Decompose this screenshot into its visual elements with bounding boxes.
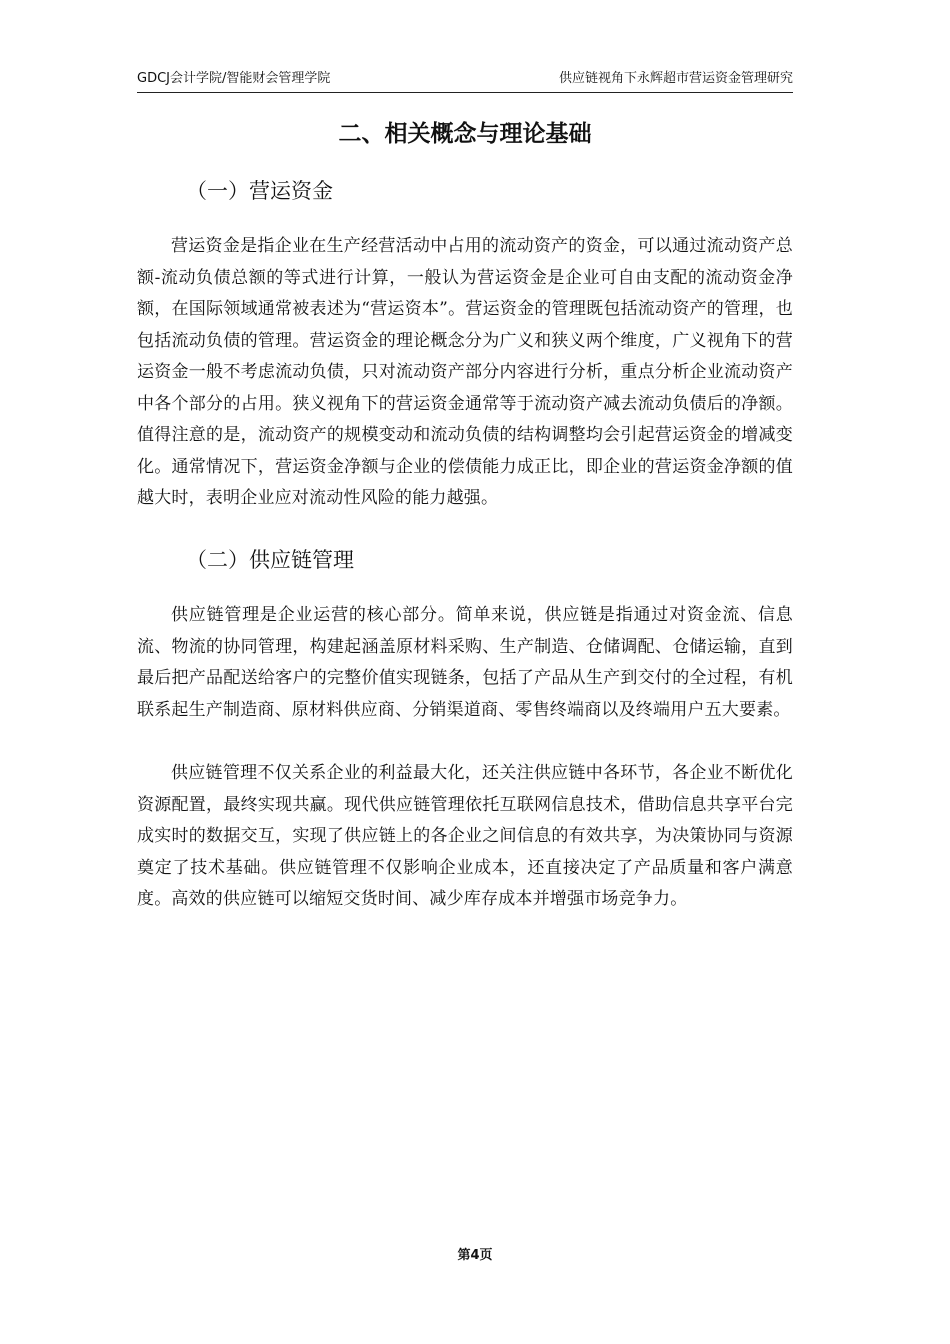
section-2-paragraph-2: 供应链管理不仅关系企业的利益最大化，还关注供应链中各环节，各企业不断优化资源配置，最终实现共赢。现代供应链管理依托互联网信息技术，借助信息共享平台完成实时的数据交互，实现了供应链上的各企业之间信息的有效共享，为决策协同与资源奠定了技术基础。供应链管理不仅影响企业成本，还直接决定了产品质量和客户满意度。高效的供应链可以缩短交货时间、减少库存成本并增强市场竞争力。 (137, 763, 793, 909)
header-right-text: 供应链视角下永辉超市营运资金管理研究 (558, 71, 793, 86)
chapter-title: 二、相关概念与理论基础 (338, 121, 592, 147)
page-number: 第4页 (457, 1248, 493, 1263)
section-1-paragraph-1: 营运资金是指企业在生产经营活动中占用的流动资产的资金，可以通过流动资产总额-流动负债总额的等式进行计算，一般认为营运资金是企业可自由支配的流动资金净额，在国际领域通常被表述为“营运资本”。营运资金的管理既包括流动资产的管理，也包括流动负债的管理。营运资金的理论概念分为广义和狭义两个维度，广义视角下的营运资金一般不考虑流动负债，只对流动资产部分内容进行分析，重点分析企业流动资产中各个部分的占用。狭义视角下的营运资金通常等于流动资产减去流动负债后的净额。值得注意的是，流动资产的规模变动和流动负债的结构调整均会引起营运资金的增减变化。通常情况下，营运资金净额与企业的偿债能力成正比，即企业的营运资金净额的值越大时，表明企业应对流动性风险的能力越强。 (137, 236, 793, 508)
section-heading-1: （一）营运资金 (186, 179, 333, 203)
section-heading-2: （二）供应链管理 (186, 548, 354, 572)
header-left-text: GDCJ会计学院/智能财会管理学院 (137, 71, 331, 86)
section-2-paragraph-1: 供应链管理是企业运营的核心部分。简单来说，供应链是指通过对资金流、信息流、物流的协同管理，构建起涵盖原材料采购、生产制造、仓储调配、仓储运输，直到最后把产品配送给客户的完整价值实现链条，包括了产品从生产到交付的全过程，有机联系起生产制造商、原材料供应商、分销渠道商、零售终端商以及终端用户五大要素。 (137, 605, 793, 720)
page-header (137, 70, 793, 93)
